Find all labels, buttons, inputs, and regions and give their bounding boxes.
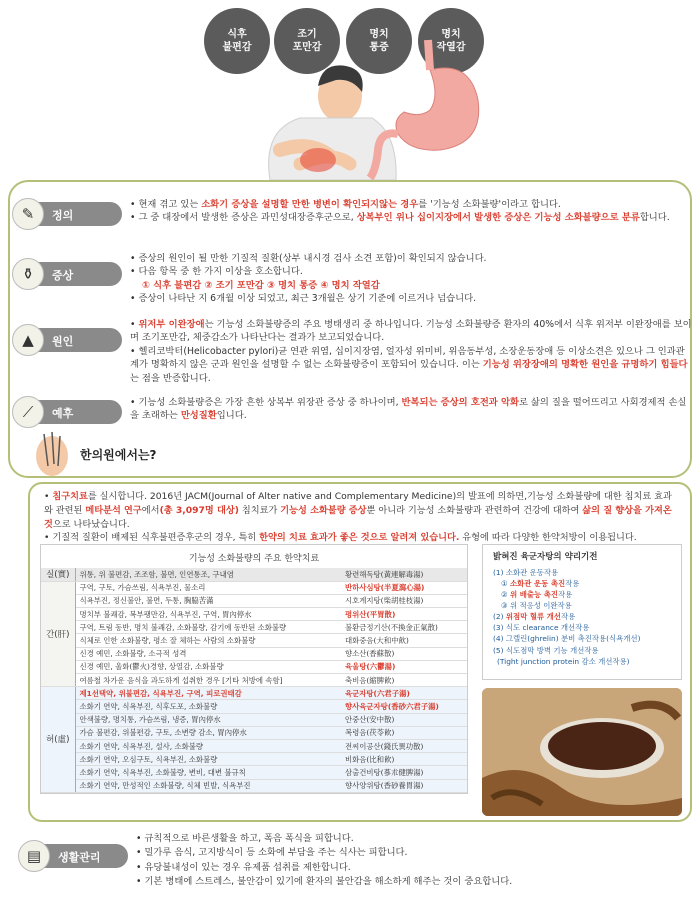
table-cell-medicine: 비화음(比和飮) (341, 753, 467, 766)
cause-row (12, 318, 692, 385)
table-row: 실(實) 위통, 위 불편감, 조조함, 불면, 인연통조, 구내염 황련해독탕(黃連解毒湯) (41, 568, 467, 581)
table-group-label: 간(肝) (41, 581, 75, 687)
table-cell-symptom: 소화기 연약, 식욕부진, 설사, 소화불량 (75, 739, 341, 752)
symptom-label-text: 증상 (52, 269, 74, 282)
table-cell-symptom: 신경 예민, 소화불량, 소극적 성격 (75, 647, 341, 660)
acupuncture-needle-icon (30, 430, 74, 478)
definition-label-text: 정의 (52, 209, 74, 222)
prognosis-highlight-2: 만성질환 (180, 410, 217, 422)
table-cell-medicine: 향사육군자탕(香砂六君子湯) (341, 700, 467, 713)
hospital-panel (28, 482, 692, 822)
hospital-text: • 침구치료를 실시합니다. 2016년 JACM(Journal of Alter native and Complementary Medicine)의 발표에 의하면,기능성 소화불량에 대한 침치료 효과와 관련된 메타분석 연구에서(총 3,097명 대상) 침치료가 기능성 소화불량 증상뿐 아니라 기능성 소화불량과 관련하여 건강에 대하여 삶의 질 향상을 가져온 것으로 나타났습니다. • 기질적 질환이 배제된 식후불편증후군의 경우, 특히 한약의 치료 효과가 좋은 것으로 알려져 있습니다. 유형에 따라 다양한 한약처방이 이용됩니다. (44, 491, 672, 544)
table-cell-medicine: 삼출건비탕(蔘朮健脾湯) (341, 766, 467, 779)
mechanism-item: ① 소화관 운동 촉진작용 (501, 578, 580, 588)
table-row (41, 779, 467, 792)
prognosis-row (12, 396, 692, 426)
definition-label (12, 198, 130, 228)
lifestyle-line-2: • 밀가루 음식, 고지방식이 등 소화에 부담을 주는 식사는 피합니다. (136, 847, 408, 859)
prognosis-label (12, 396, 130, 426)
bottle-icon: ⚱ (12, 258, 44, 290)
table-cell-symptom: 신경 예민, 울화(鬱火)경향, 상열감, 소화불량 (75, 660, 341, 673)
table-row (41, 608, 467, 621)
symptom-line-2: • 다음 항목 중 한 가지 이상을 호소합니다. (130, 266, 303, 278)
mechanism-item: (3) 식도 clearance 개선작용 (493, 623, 590, 633)
prognosis-label-text: 예후 (52, 407, 74, 420)
symptom-bubble-3: 명치 통증 (346, 8, 412, 74)
cause-text: • 위저부 이완장애는 기능성 소화불량증의 주요 병태생리 중 하나입니다. 기능성 소화불량증 환자의 40%에서 식후 위저부 이완장애를 보이며 조기포만감, 체중감소가 나타난다는 결과가 보고되었습니다. • 헬리코박터(Helicobacter pylori)균 연관 위염, 십이지장염, 얼자성 위미비, 위음동부성, 소장운동장애 등 이상소견은 있으나 그 인과관계가 명확하지 않은 군과 원인을 설명할 수 없는 소화불량증이 포함되어 있습니다. 이는 기능성 위장장애의 명확한 원인을 규명하기 힘들다는 점을 반증합니다. (130, 319, 692, 384)
table-cell-symptom: 소화기 연약, 식욕부진, 식후도포, 소화불량 (75, 700, 341, 713)
mechanism-item: ② 위 배출능 촉진작용 (501, 589, 573, 599)
herbal-table-title: 기능성 소화불량의 주요 한약치료 (188, 554, 320, 564)
table-cell-symptom: 안색불량, 명치통, 가슴쓰림, 냉증, 胃內停水 (75, 713, 341, 726)
table-row (41, 739, 467, 752)
table-cell-medicine: 향소산(香蘇散) (341, 647, 467, 660)
symptom-items: ① 식후 불편감 ② 조기 포만감 ③ 명치 통증 ④ 명치 작열감 (142, 279, 380, 291)
lifestyle-label (18, 840, 136, 870)
herbal-tea-photo (482, 688, 682, 816)
symptom-text (130, 252, 692, 306)
table-group-label: 허(虛) (41, 687, 75, 793)
table-cell-symptom: 제1선택약, 위불편감, 식욕부진, 구역, 피로권태감 (75, 687, 341, 700)
table-cell-symptom: 구역, 트림 동반, 명치 불쾌감, 소화불량, 감기에 동반된 소화불량 (75, 621, 341, 634)
table-cell-symptom: 소화기 연약, 오심구토, 식욕부진, 소화불량 (75, 753, 341, 766)
mechanism-item: (Tight junction protein 감소 개선작용) (497, 656, 630, 666)
symptom-line-1: • 증상의 원인이 될 만한 기질적 질환(상부 내시경 검사 소견 포함)이 확인되지 않습니다. (130, 253, 487, 264)
cause-label-text: 원인 (52, 335, 74, 348)
table-cell-medicine: 육군자탕(六君子湯) (341, 687, 467, 700)
mechanism-item: ③ 위 적응성 이완작용 (501, 601, 572, 611)
table-row (41, 753, 467, 766)
mechanism-item: (1) 소화관 운동작용 (493, 567, 559, 577)
lifestyle-line-1: • 규칙적으로 바른생활을 하고, 폭음 폭식을 피합니다. (136, 833, 354, 844)
lifestyle-text (136, 832, 690, 890)
symptom-row (12, 252, 692, 306)
table-cell-medicine: 복령음(茯苓飮) (341, 726, 467, 739)
table-cell-medicine: 육울탕(六鬱湯) (341, 660, 467, 673)
table-row (41, 660, 467, 673)
symptom-bubble-4: 명치 작열감 (418, 8, 484, 74)
table-cell-medicine: 반하사심탕(半夏瀉心湯) (341, 581, 467, 594)
lifestyle-line-4: • 기본 병태에 스트레스, 불안감이 있기에 환자의 불안감을 해소하게 해주는 것이 중요합니다. (136, 876, 513, 888)
table-row (41, 647, 467, 660)
mechanism-box (482, 544, 682, 680)
table-row (41, 594, 467, 607)
table-row (41, 726, 467, 739)
herbal-table-grid (41, 568, 467, 793)
table-cell-symptom: 소화기 연약, 만성적인 소화불량, 식체 빈발, 식욕부진 (75, 779, 341, 792)
table-cell-medicine: 축비음(縮脾飮) (341, 674, 467, 687)
herbal-table (40, 544, 468, 794)
symptom-bubble-2: 조기 포만감 (274, 8, 340, 74)
document-pen-icon: ✎ (12, 198, 44, 230)
table-row (41, 713, 467, 726)
lifestyle-label-text: 생활관리 (58, 851, 101, 864)
table-row (41, 674, 467, 687)
table-cell-medicine: 안중산(安中散) (341, 713, 467, 726)
lifestyle-line-3: • 유당불내성이 있는 경우 유제품 섭취를 제한합니다. (136, 861, 351, 873)
table-cell-symptom: 여름철 차가운 음식을 과도하게 섭취한 경우 [기타 처방에 속함] (75, 674, 341, 687)
table-cell-medicine: 향사양위탕(香砂養胃湯) (341, 779, 467, 792)
table-row (41, 581, 467, 594)
symptom-line-3: • 증상이 나타난 지 6개월 이상 되었고, 최근 3개월은 상기 기준에 이르거나 넘습니다. (130, 293, 477, 305)
table-cell-medicine: 불환금정기산(不換金正氣散) (341, 621, 467, 634)
prognosis-highlight-1: 반복되는 증상의 호전과 악화 (401, 397, 519, 408)
prognosis-text: • 기능성 소화불량증은 가장 흔한 상복부 위장관 증상 중 하나이며, 반복되는 증상의 호전과 악화로 삶의 질을 떨어뜨리고 사회경제적 손실을 초래하는 만성질환입니다. (130, 397, 687, 422)
herbal-tea-image (482, 688, 682, 816)
table-row (41, 687, 467, 700)
table-cell-symptom: 명치부 불쾌감, 복부팽만감, 식욕부진, 구역, 胃內停水 (75, 608, 341, 621)
hero-illustration (0, 0, 700, 180)
table-cell-symptom: 가슴 불편감, 위불편감, 구토, 소변량 감소, 胃內停水 (75, 726, 341, 739)
definition-highlight-1: 소화기 증상을 설명할 만한 병변이 확인되지않는 경우 (201, 199, 419, 210)
lifestyle-row (18, 832, 690, 890)
table-row (41, 634, 467, 647)
acupuncture-icon: ⟋ (12, 396, 44, 428)
symptom-bubble-1: 식후 불편감 (204, 8, 270, 74)
mechanism-item: (5) 식도점막 방벽 기능 개선작용 (493, 645, 599, 655)
table-cell-symptom: 식체로 인한 소화불량, 평소 잘 체하는 사람의 소화불량 (75, 634, 341, 647)
table-cell-symptom: 소화기 연약, 식욕부진, 소화불량, 변비, 대변 불규칙 (75, 766, 341, 779)
table-cell-medicine: 대화중음(大和中飮) (341, 634, 467, 647)
definition-text: • 현재 겪고 있는 소화기 증상을 설명할 만한 병변이 확인되지않는 경우를 '기능성 소화불량'이라고 합니다. • 그 중 대장에서 발생한 증상은 과민성대장증후군으로, 상복부인 위나 십이지장에서 발생한 증상은 기능성 소화불량으로 분류합니다. (130, 199, 670, 224)
table-cell-symptom: 식욕부진, 정신불안, 불면, 두통, 胸脇苦滿 (75, 594, 341, 607)
table-cell-symptom: 구역, 구토, 가슴쓰림, 식욕부진, 물소리 (75, 581, 341, 594)
hospital-heading-text: 한의원에서는? (80, 447, 157, 462)
triangle-herb-icon: ▲ (12, 324, 44, 356)
table-row (41, 621, 467, 634)
cause-highlight-1: 위저부 이완장애 (138, 319, 205, 330)
table-cell-medicine: 평위산(平胃散) (341, 608, 467, 621)
mechanism-item: (2) 위점막 혈류 개선작용 (493, 612, 576, 622)
book-icon: ▤ (18, 840, 50, 872)
mechanism-item: (4) 그렐린(ghrelin) 분비 촉진작용(식욕개선) (493, 634, 641, 644)
symptom-label (12, 258, 130, 288)
cause-label (12, 324, 130, 354)
hospital-section-heading (30, 430, 157, 478)
table-row (41, 766, 467, 779)
definition-highlight-2: 상복부인 위나 십이지장에서 발생한 증상은 기능성 소화불량으로 분류 (356, 212, 640, 224)
table-row (41, 700, 467, 713)
table-cell-medicine: 시호계지탕(柴胡桂枝湯) (341, 594, 467, 607)
table-cell-medicine: 전씨이공산(錢氏異功散) (341, 739, 467, 752)
definition-row (12, 198, 692, 228)
cause-highlight-2: 기능성 위장장애의 명확한 원인을 규명하기 힘들다 (482, 359, 688, 371)
mechanism-title: 밝혀진 육군자탕의 약리기전 (493, 552, 598, 562)
man-stomach-illustration (0, 0, 700, 180)
